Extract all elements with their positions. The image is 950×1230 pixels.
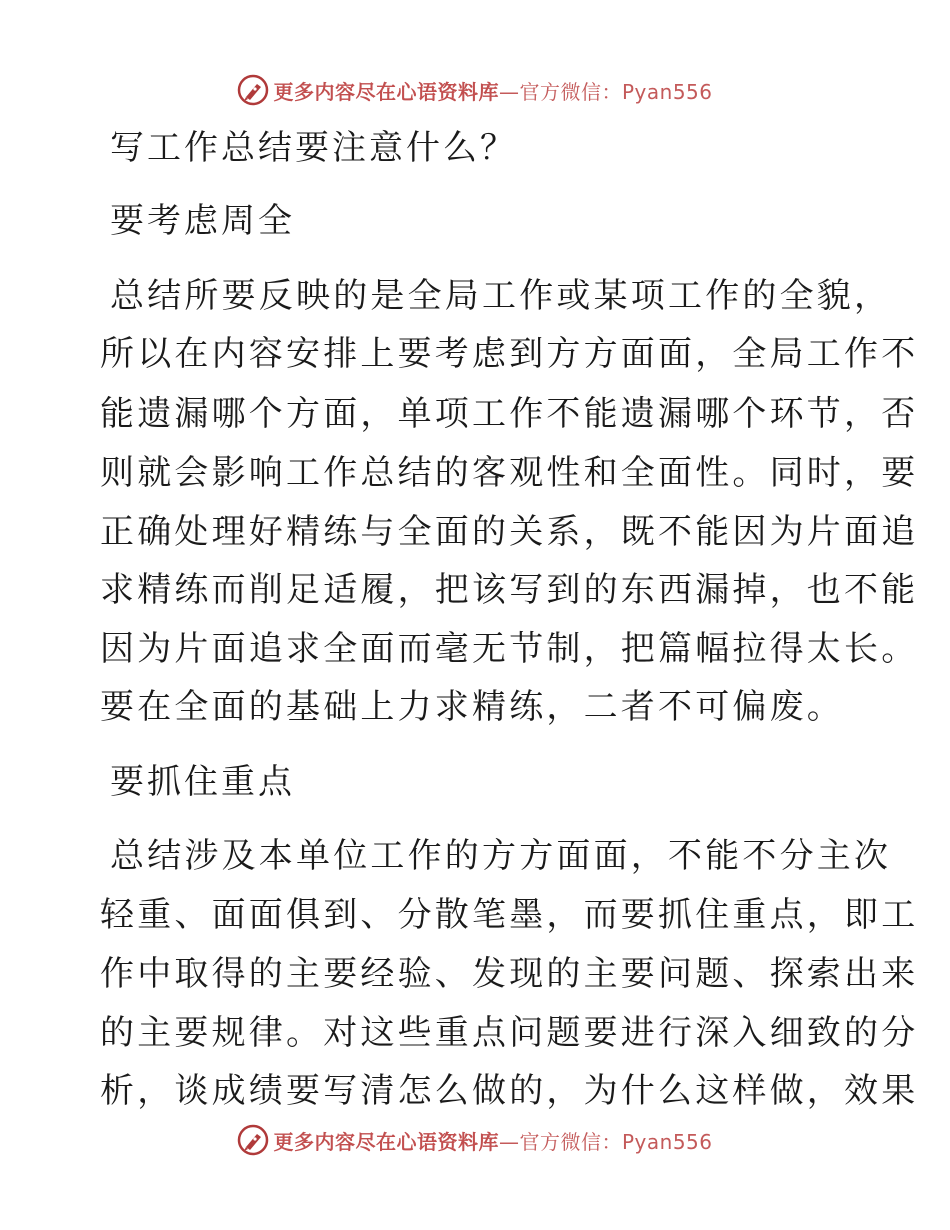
banner-slogan: 更多内容尽在心语资料库 [273,1129,499,1154]
paragraph-line: 要在全面的基础上力求精练，二者不可偏废。 [100,687,844,727]
pen-logo-icon [237,74,269,106]
banner-slogan: 更多内容尽在心语资料库 [273,79,499,104]
paragraph-line: 的主要规律。对这些重点问题要进行深入细致的分 [100,1013,919,1053]
pen-logo-icon [237,1124,269,1156]
banner-text [273,76,712,105]
paragraph-line: 总结涉及本单位工作的方方面面，不能不分主次 [110,836,892,876]
banner-text [273,1126,712,1155]
header-banner [0,70,950,110]
paragraph-line: 能遗漏哪个方面，单项工作不能遗漏哪个环节，否 [100,394,919,434]
paragraph-line: 求精练而削足适履，把该写到的东西漏掉，也不能 [100,570,919,610]
paragraph-line: 因为片面追求全面而毫无节制，把篇幅拉得太长。 [100,629,919,669]
banner-wechat-id: Pyan556 [621,1129,713,1154]
paragraph-line: 析，谈成绩要写清怎么做的，为什么这样做，效果 [100,1071,919,1111]
document-title: 写工作总结要注意什么？ [110,128,517,168]
banner-wechat-label: —官方微信： [498,1129,622,1154]
footer-banner [0,1120,950,1160]
paragraph-line: 正确处理好精练与全面的关系，既不能因为片面追 [100,512,919,552]
paragraph-line: 所以在内容安排上要考虑到方方面面，全局工作不 [100,334,919,374]
banner-wechat-id: Pyan556 [621,79,713,104]
paragraph-line: 轻重、面面俱到、分散笔墨，而要抓住重点，即工 [100,895,919,935]
banner-wechat-label: —官方微信： [498,79,622,104]
paragraph-line: 作中取得的主要经验、发现的主要问题、探索出来 [100,954,919,994]
paragraph-line: 则就会影响工作总结的客观性和全面性。同时，要 [100,453,919,493]
section-heading-2: 要抓住重点 [110,762,295,802]
section-heading-1: 要考虑周全 [110,201,295,241]
paragraph-line: 总结所要反映的是全局工作或某项工作的全貌， [110,276,892,316]
